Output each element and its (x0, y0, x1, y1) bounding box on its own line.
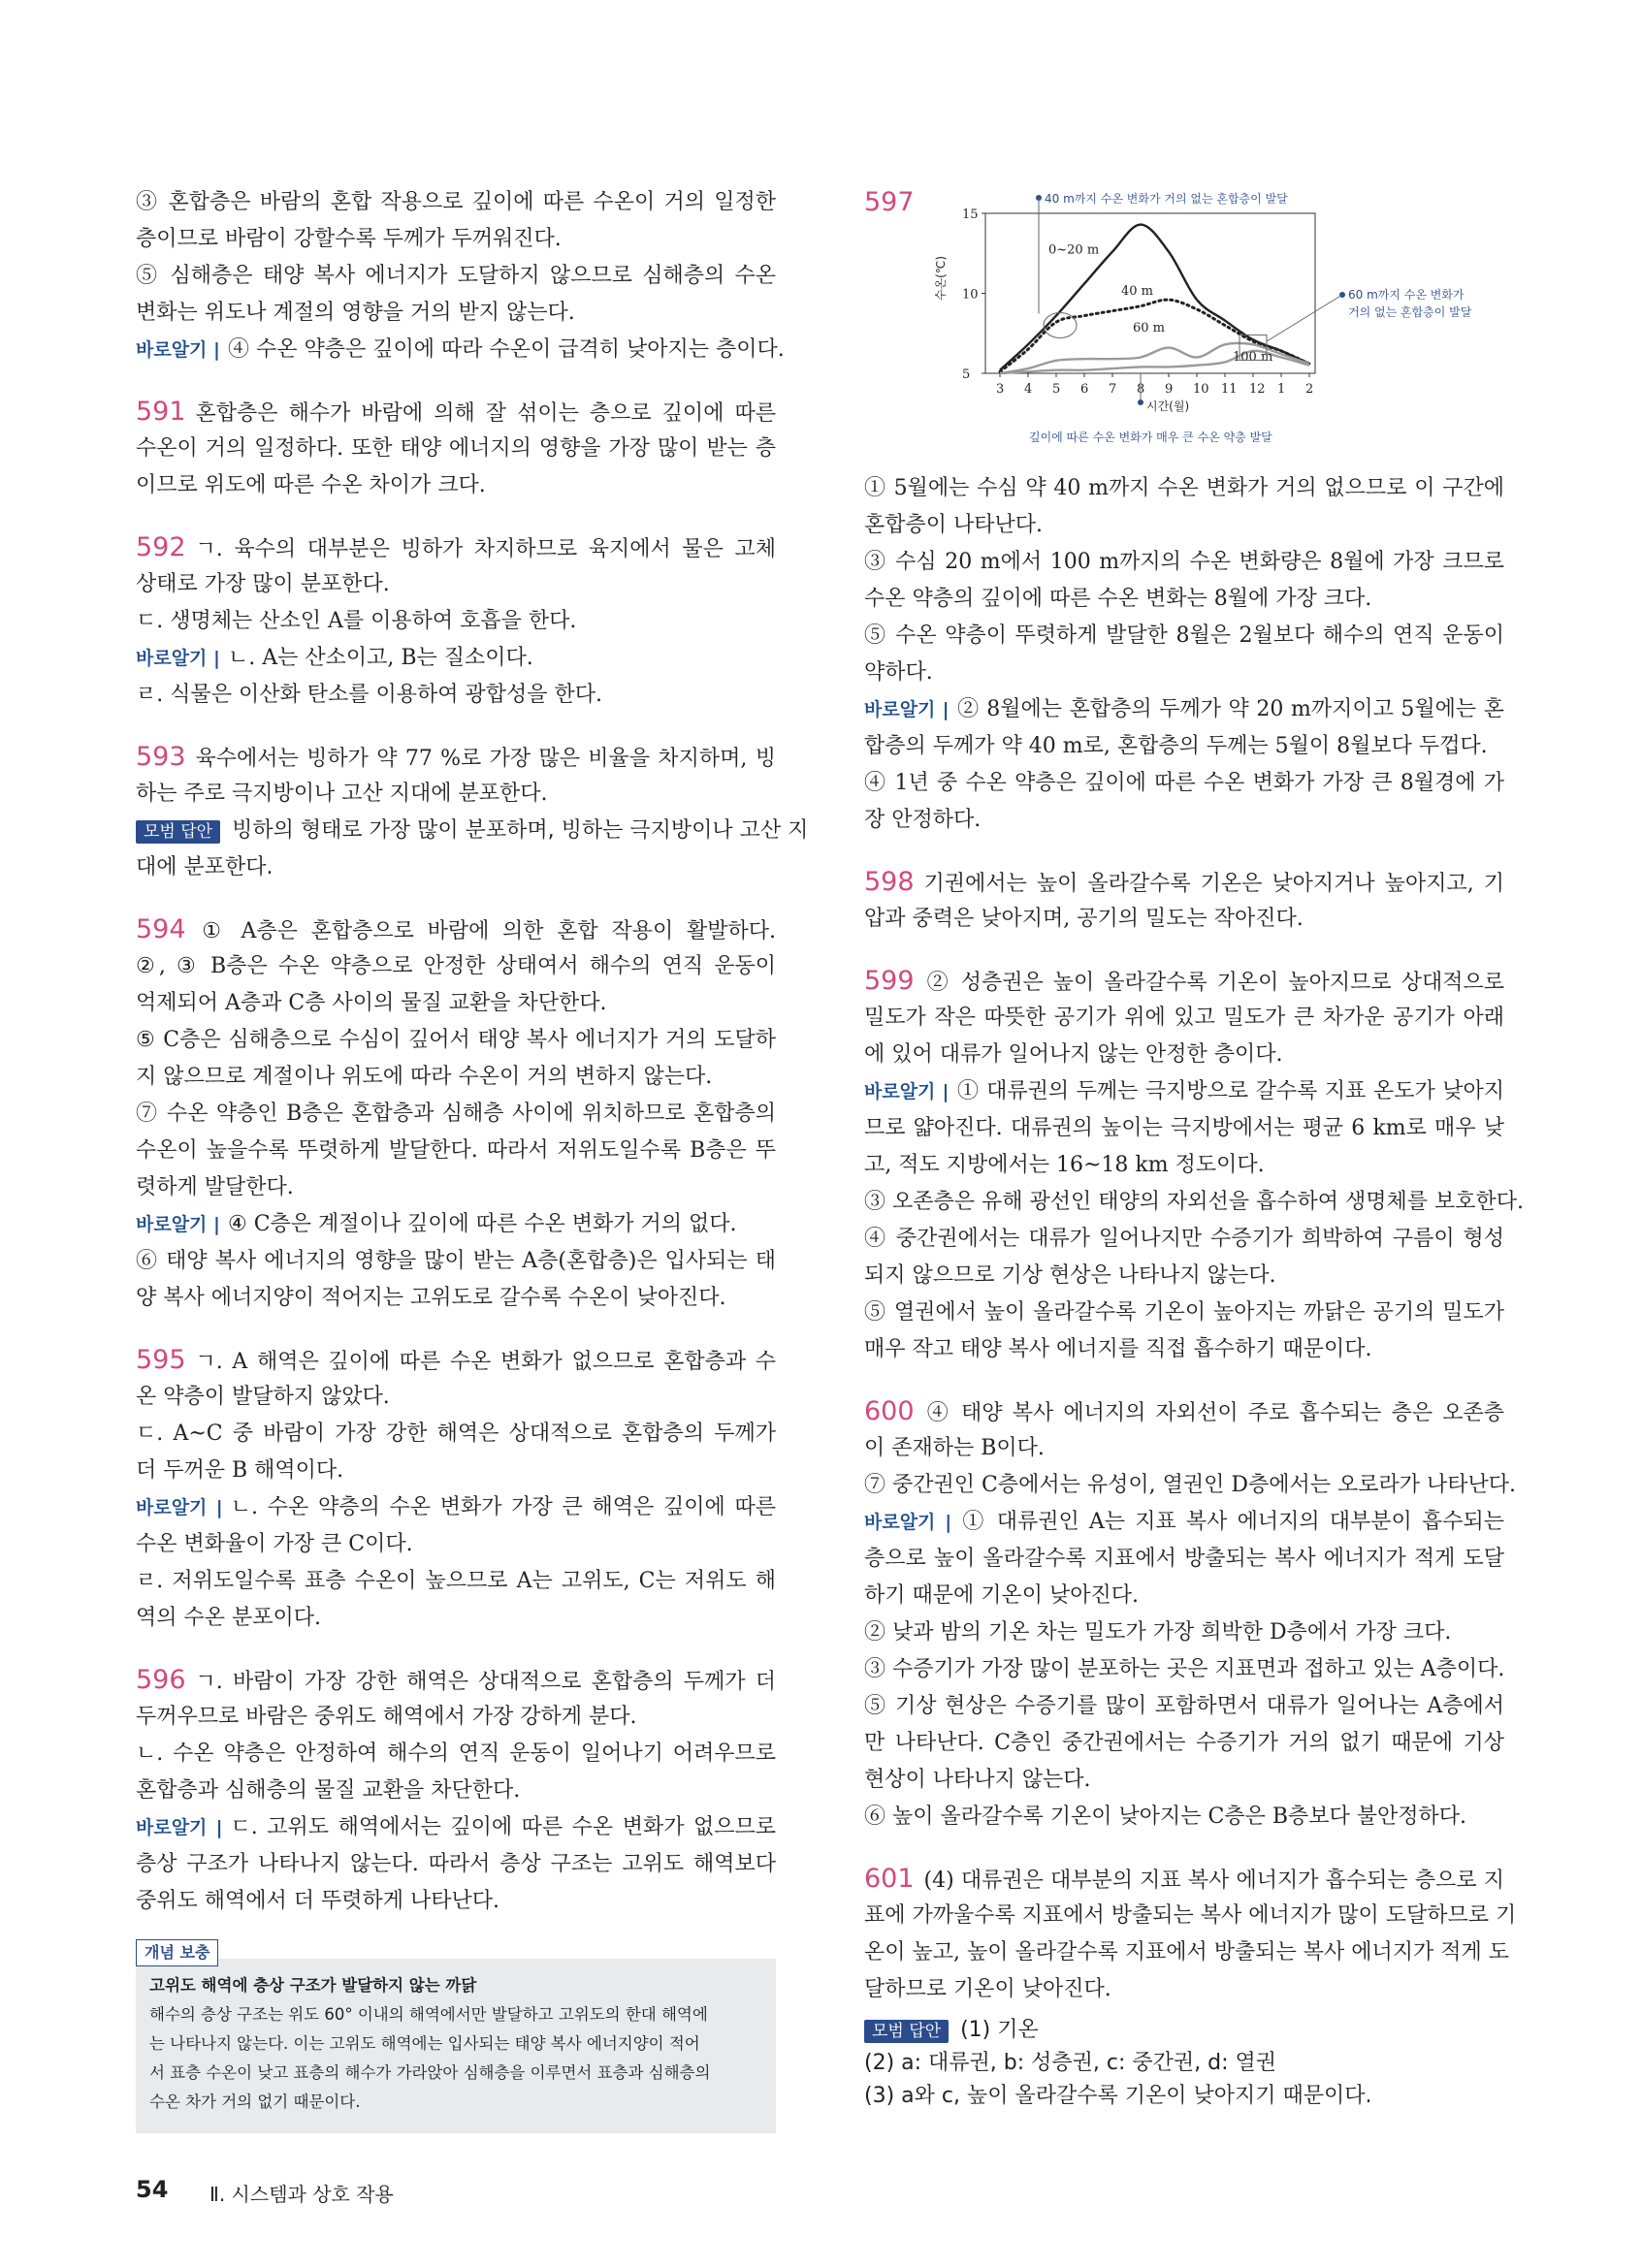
text-line (864, 1073, 1504, 1110)
line-text: 하는 주로 극지방이나 고산 지대에 분포한다. (136, 782, 548, 806)
text-line (864, 1467, 1516, 1504)
line-text: ⑤ 심해층은 태양 복사 에너지가 도달하지 않으므로 심해층의 수온 (136, 264, 776, 288)
text-line (864, 2012, 1504, 2049)
text-line (864, 1110, 1504, 1147)
line-text: ① 대류권인 A는 지표 복사 에너지의 대부분이 흡수되는 (959, 1510, 1504, 1534)
text-line (136, 1600, 776, 1637)
text-line (136, 221, 776, 258)
text-line (864, 655, 1504, 691)
text-line (136, 1280, 776, 1317)
text-line (864, 1000, 1504, 1037)
series-label: 100 m (1233, 349, 1273, 365)
line-text: ⑦ 중간권인 C층에서는 유성이, 열권인 D층에서는 오로라가 나타난다. (864, 1473, 1516, 1497)
problem-number: 596 (136, 1665, 186, 1695)
line-text: 렷하게 발달한다. (136, 1175, 294, 1199)
text-line (864, 1037, 1504, 1073)
text-line (136, 603, 776, 640)
section-title: Ⅱ. 시스템과 상호 작용 (209, 2183, 394, 2206)
text-line (864, 864, 1504, 901)
text-line (136, 911, 776, 948)
text-line (864, 1221, 1504, 1258)
text-line (864, 691, 1504, 728)
line-text: 층으로 높이 올라갈수록 지표에서 방출되는 복사 에너지가 적게 도달 (864, 1547, 1504, 1571)
text-line (864, 1614, 1504, 1651)
text-line (136, 776, 776, 813)
line-text: 변화는 위도나 계절의 영향을 거의 받지 않는다. (136, 301, 575, 325)
text-line (136, 1453, 776, 1489)
correction-tag: 바로알기 | (864, 1081, 950, 1102)
text-line (864, 1688, 1504, 1725)
line-text: 달하므로 기온이 낮아진다. (864, 1977, 1111, 2001)
y-tick-label: 10 (962, 287, 979, 303)
line-text: ② 8월에는 혼합층의 두께가 약 20 m까지이고 5월에는 혼 (956, 697, 1504, 721)
line-text: ㄹ. 식물은 이산화 탄소를 이용하여 광합성을 한다. (136, 683, 602, 707)
correction-tag: 바로알기 | (136, 1497, 223, 1518)
text-line (864, 581, 1504, 618)
line-text: ②, ③ B층은 수온 약층으로 안정한 상태여서 해수의 연직 운동이 (136, 954, 776, 978)
text-line (864, 1147, 1504, 1184)
text-line (136, 1883, 776, 1920)
annotation-text: 거의 없는 혼합층이 발달 (1348, 305, 1472, 319)
text-line (136, 1699, 776, 1736)
line-text: 밀도가 작은 따뜻한 공기가 위에 있고 밀도가 큰 차가운 공기가 아래 (864, 1006, 1504, 1030)
text-line (136, 529, 776, 566)
line-text: 혼합층이 나타난다. (864, 513, 1044, 537)
annotation-leader (1267, 295, 1342, 341)
text-line (864, 1934, 1509, 1971)
concept-line: 해수의 층상 구조는 위도 60° 이내의 해역에서만 발달하고 고위도의 한대 해역에 (149, 2005, 708, 2024)
line-text: 억제되어 A층과 C층 사이의 물질 교환을 차단한다. (136, 991, 607, 1015)
correction-tag: 바로알기 | (136, 1214, 220, 1235)
line-text: 양 복사 에너지양이 적어지는 고위도로 갈수록 수온이 낮아진다. (136, 1286, 726, 1310)
text-line (136, 813, 809, 849)
line-text: 수온 변화율이 가장 큰 C이다. (136, 1532, 413, 1556)
problem-number: 598 (864, 867, 915, 897)
line-text: 더 두꺼운 B 해역이다. (136, 1458, 344, 1483)
text-line (136, 1379, 776, 1416)
line-text: ⑥ 태양 복사 에너지의 영향을 많이 받는 A층(혼합층)은 입사되는 태 (136, 1249, 776, 1273)
line-text: ⑤ 수온 약층이 뚜렷하게 발달한 8월은 2월보다 해수의 연직 운동이 (864, 623, 1504, 648)
line-text: 수온이 높을수록 뚜렷하게 발달한다. 따라서 저위도일수록 B층은 뚜 (136, 1138, 776, 1163)
model-answer-badge: 모범 답안 (136, 820, 220, 844)
text-line (864, 802, 1504, 839)
text-line (136, 1416, 776, 1453)
line-text: ⑤ 열권에서 높이 올라갈수록 기온이 높아지는 까닭은 공기의 밀도가 (864, 1300, 1504, 1325)
line-text: 수온이 거의 일정하다. 또한 태양 에너지의 영향을 가장 많이 받는 층 (136, 436, 776, 461)
text-line (136, 739, 776, 776)
line-text: 대에 분포한다. (136, 855, 274, 879)
text-line (136, 566, 776, 603)
x-tick-label: 7 (1109, 382, 1117, 397)
line-text: 압과 중력은 낮아지며, 공기의 밀도는 작아진다. (864, 907, 1304, 931)
line-text: 층상 구조가 나타나지 않는다. 따라서 층상 구조는 고위도 해역보다 (136, 1852, 776, 1876)
text-line (136, 1563, 776, 1600)
line-text: ⑦ 수온 약층인 B층은 혼합층과 심해층 사이에 위치하므로 혼합층의 (136, 1102, 776, 1126)
text-line (136, 184, 776, 221)
line-text: ③ 혼합층은 바람의 혼합 작용으로 깊이에 따른 수온이 거의 일정한 (136, 190, 776, 214)
text-line (136, 849, 776, 886)
text-line (136, 1662, 776, 1699)
text-line (136, 1526, 776, 1563)
line-text: 에 있어 대류가 일어나지 않는 안정한 층이다. (864, 1042, 1283, 1067)
correction-tag: 바로알기 | (136, 1817, 223, 1838)
concept-box (136, 1959, 776, 2133)
line-text: 약하다. (864, 660, 933, 685)
x-tick-label: 5 (1052, 382, 1061, 397)
line-text: ② 성층권은 높이 올라갈수록 기온이 높아지므로 상대적으로 (923, 971, 1504, 995)
concept-line: 수온 차가 거의 없기 때문이다. (149, 2092, 361, 2111)
text-line (136, 1342, 776, 1379)
correction-tag: 바로알기 | (136, 339, 220, 361)
text-line (864, 507, 1504, 544)
line-text: ④ 1년 중 수온 약층은 깊이에 따른 수온 변화가 가장 큰 8월경에 가 (864, 771, 1504, 795)
line-text: 혼합층은 해수가 바람에 의해 잘 섞이는 층으로 깊이에 따른 (195, 401, 776, 426)
text-line (136, 1133, 776, 1169)
y-axis-label: 수온(℃) (934, 255, 948, 301)
text-line (864, 1184, 1524, 1221)
line-text: ⑤ C층은 심해층으로 수심이 깊어서 태양 복사 에너지가 거의 도달하 (136, 1028, 776, 1052)
text-line (864, 1651, 1504, 1688)
line-text: ㄱ. 바람이 가장 강한 해역은 상대적으로 혼합층의 두께가 더 (195, 1670, 776, 1694)
text-line (864, 728, 1504, 765)
x-tick-label: 6 (1080, 382, 1089, 397)
text-line (864, 1258, 1504, 1294)
text-line (136, 640, 776, 677)
line-text: 현상이 나타나지 않는다. (864, 1768, 1091, 1792)
text-line (136, 1489, 776, 1526)
annotation-text: 40 m까지 수온 변화가 거의 없는 혼합층이 발달 (1045, 192, 1288, 206)
line-text: ㄷ. 생명체는 산소인 A를 이용하여 호흡을 한다. (136, 609, 577, 633)
line-text: ② 낮과 밤의 기온 차는 밀도가 가장 희박한 D층에서 가장 크다. (864, 1620, 1452, 1645)
line-text: 표에 가까울수록 지표에서 방출되는 복사 에너지가 많이 도달하므로 기 (864, 1903, 1517, 1928)
x-tick-label: 3 (996, 382, 1005, 397)
text-line (864, 1430, 1504, 1467)
text-line (864, 1971, 1504, 2008)
line-text: 두꺼우므로 바람은 중위도 해역에서 가장 강하게 분다. (136, 1705, 637, 1729)
line-text: ③ 오존층은 유해 광선인 태양의 자외선을 흡수하여 생명체를 보호한다. (864, 1190, 1524, 1214)
x-tick-label: 11 (1221, 382, 1238, 397)
line-text: 빙하의 형태로 가장 많이 분포하며, 빙하는 극지방이나 고산 지 (232, 818, 809, 843)
x-tick-label: 4 (1024, 382, 1033, 397)
x-tick-label: 2 (1305, 382, 1314, 397)
text-line (864, 1504, 1504, 1541)
problem-number: 599 (864, 966, 915, 996)
line-text: 이 존재하는 B이다. (864, 1436, 1045, 1460)
annotation-text: 깊이에 따른 수온 변화가 매우 큰 수온 약층 발달 (1029, 431, 1272, 444)
correction-tag: 바로알기 | (864, 1512, 952, 1533)
problem-number: 591 (136, 397, 186, 427)
series-label: 60 m (1133, 321, 1166, 336)
x-tick-label: 9 (1165, 382, 1174, 397)
line-text: 만 나타난다. C층인 중간권에서는 수증기가 거의 없기 때문에 기상 (864, 1731, 1504, 1755)
line-text: 고, 적도 지방에서는 16~18 km 정도이다. (864, 1153, 1265, 1177)
problem-number: 600 (864, 1396, 915, 1426)
line-text: 하기 때문에 기온이 낮아진다. (864, 1583, 1139, 1608)
line-text: ③ 수증기가 가장 많이 분포하는 곳은 지표면과 접하고 있는 A층이다. (864, 1657, 1505, 1681)
text-line (136, 431, 776, 467)
problem-number: 601 (864, 1864, 915, 1894)
concept-label: 개념 보충 (136, 1939, 218, 1966)
line-text: ④ 태양 복사 에너지의 자외선이 주로 흡수되는 층은 오존층 (923, 1401, 1504, 1425)
line-text: 역의 수온 분포이다. (136, 1606, 321, 1630)
concept-title: 고위도 해역에 층상 구조가 발달하지 않는 까닭 (149, 1976, 477, 1995)
line-text: ③ 수심 20 m에서 100 m까지의 수온 변화량은 8월에 가장 크므로 (864, 550, 1504, 574)
text-line (864, 1331, 1504, 1368)
text-line (136, 1809, 776, 1846)
text-line (864, 765, 1504, 802)
text-line (864, 1393, 1504, 1430)
text-line (864, 1294, 1504, 1331)
text-line (136, 1206, 776, 1243)
text-line (136, 1059, 776, 1096)
page-number: 54 (136, 2176, 169, 2203)
text-line (136, 1096, 776, 1133)
line-text: ④ C층은 계절이나 깊이에 따른 수온 변화가 거의 없다. (227, 1212, 737, 1236)
line-text: (4) 대류권은 대부분의 지표 복사 에너지가 흡수되는 층으로 지 (923, 1869, 1504, 1893)
line-text: 장 안정하다. (864, 808, 982, 832)
text-line (864, 1799, 1504, 1836)
text-line (864, 1898, 1517, 1934)
concept-line: 는 나타나지 않는다. 이는 고위도 해역에는 입사되는 태양 복사 에너지양이 적어 (149, 2034, 700, 2053)
line-text: 온이 높고, 높이 올라갈수록 지표에서 방출되는 복사 에너지가 적게 도 (864, 1940, 1509, 1965)
text-line (864, 963, 1504, 1000)
x-axis-label: 시간(월) (1146, 399, 1190, 413)
series-label: 40 m (1121, 284, 1154, 300)
y-tick-label: 15 (962, 208, 979, 222)
x-tick-label: 1 (1277, 382, 1286, 397)
line-text: ① 대류권의 두께는 극지방으로 갈수록 지표 온도가 낮아지 (956, 1079, 1504, 1103)
line-text: 중위도 해역에서 더 뚜렷하게 나타난다. (136, 1889, 499, 1913)
x-tick-label: 10 (1193, 382, 1209, 397)
line-text: ㄷ. A~C 중 바람이 가장 강한 해역은 상대적으로 혼합층의 두께가 (136, 1421, 776, 1446)
line-text: 되지 않으므로 기상 현상은 나타나지 않는다. (864, 1263, 1276, 1288)
text-line (136, 467, 776, 504)
text-line (864, 1861, 1504, 1898)
line-text: ④ 수온 약층은 깊이에 따라 수온이 급격히 낮아지는 층이다. (227, 337, 785, 362)
text-line (864, 470, 1504, 507)
text-line (864, 901, 1504, 938)
line-text: ㄱ. A 해역은 깊이에 따른 수온 변화가 없으므로 혼합층과 수 (195, 1350, 776, 1374)
text-line (136, 1773, 776, 1809)
line-text: (3) a와 c, 높이 올라갈수록 기온이 낮아지기 때문이다. (864, 2084, 1372, 2108)
line-text: ㄴ. A는 산소이고, B는 질소이다. (227, 646, 533, 670)
text-line (136, 332, 785, 368)
text-line (864, 1762, 1504, 1799)
text-line (136, 985, 776, 1022)
line-text: 층이므로 바람이 강할수록 두께가 두꺼워진다. (136, 227, 562, 251)
line-text: 상태로 가장 많이 분포한다. (136, 572, 390, 596)
line-text: 므로 얇아진다. 대류권의 높이는 극지방에서는 평균 6 km로 매우 낮 (864, 1116, 1504, 1140)
text-line (864, 1541, 1504, 1578)
problem-number: 593 (136, 742, 186, 772)
text-line (136, 1736, 776, 1773)
line-text: 혼합층과 심해층의 물질 교환을 차단한다. (136, 1778, 521, 1803)
water-temperature-chart (864, 184, 1504, 451)
text-line (864, 2045, 1504, 2082)
x-tick-label: 12 (1249, 382, 1266, 397)
text-line (864, 1725, 1504, 1762)
problem-number: 595 (136, 1345, 186, 1375)
text-line (136, 1022, 776, 1059)
problem-number: 592 (136, 532, 186, 562)
line-text: (2) a: 대류권, b: 성층권, c: 중간권, d: 열권 (864, 2051, 1277, 2075)
line-text: 매우 작고 태양 복사 에너지를 직접 흡수하기 때문이다. (864, 1337, 1372, 1361)
chart-597 (864, 184, 1504, 451)
problem-number-597: 597 (864, 187, 915, 217)
text-line (136, 1243, 776, 1280)
correction-tag: 바로알기 | (864, 699, 950, 720)
text-line (136, 1846, 776, 1883)
text-line (136, 1169, 776, 1206)
correction-tag: 바로알기 | (136, 648, 220, 669)
line-text: 지 않으므로 계절이나 위도에 따라 수온이 거의 변하지 않는다. (136, 1065, 713, 1089)
text-line (864, 544, 1504, 581)
line-text: ㄱ. 육수의 대부분은 빙하가 차지하므로 육지에서 물은 고체 (195, 537, 776, 561)
series-label: 0~20 m (1048, 242, 1100, 258)
line-text: (1) 기온 (960, 2018, 1039, 2042)
text-line (864, 2078, 1504, 2115)
line-text: ① A층은 혼합층으로 바람에 의한 혼합 작용이 활발하다. (195, 919, 776, 943)
line-text: 기권에서는 높이 올라갈수록 기온은 낮아지거나 높아지고, 기 (923, 872, 1504, 896)
line-text: 육수에서는 빙하가 약 77 %로 가장 많은 비율을 차지하며, 빙 (195, 747, 776, 771)
line-text: 이므로 위도에 따른 수온 차이가 크다. (136, 473, 486, 497)
x-tick-label: 8 (1137, 382, 1145, 397)
text-line (864, 1578, 1504, 1614)
text-line (136, 948, 776, 985)
y-tick-label: 5 (962, 367, 971, 382)
text-line (136, 394, 776, 431)
annotation-text: 60 m까지 수온 변화가 (1348, 288, 1465, 302)
line-text: ① 5월에는 수심 약 40 m까지 수온 변화가 거의 없으므로 이 구간에 (864, 476, 1504, 500)
line-text: ㄴ. 수온 약층의 수온 변화가 가장 큰 해역은 깊이에 따른 (230, 1495, 776, 1519)
line-text: ㄹ. 저위도일수록 표층 수온이 높으므로 A는 고위도, C는 저위도 해 (136, 1569, 776, 1593)
line-text: ㄷ. 고위도 해역에서는 깊이에 따른 수온 변화가 없으므로 (230, 1815, 776, 1839)
line-text: 온 약층이 발달하지 않았다. (136, 1385, 390, 1409)
text-line (864, 618, 1504, 655)
line-text: ⑥ 높이 올라갈수록 기온이 낮아지는 C층은 B층보다 불안정하다. (864, 1805, 1466, 1829)
text-line (136, 258, 776, 295)
problem-number: 594 (136, 914, 186, 944)
line-text: 합층의 두께가 약 40 m로, 혼합층의 두께는 5월이 8월보다 두껍다. (864, 734, 1488, 758)
line-text: ㄴ. 수온 약층은 안정하여 해수의 연직 운동이 일어나기 어려우므로 (136, 1741, 776, 1766)
line-text: 수온 약층의 깊이에 따른 수온 변화는 8월에 가장 크다. (864, 587, 1372, 611)
line-text: ⑤ 기상 현상은 수증기를 많이 포함하면서 대류가 일어나는 A층에서 (864, 1694, 1504, 1718)
text-line (136, 677, 776, 714)
model-answer-badge: 모범 답안 (864, 2020, 949, 2043)
concept-line: 서 표층 수온이 낮고 표층의 해수가 가라앉아 심해층을 이루면서 표층과 심해층의 (149, 2063, 711, 2082)
line-text: ④ 중간권에서는 대류가 일어나지만 수증기가 희박하여 구름이 형성 (864, 1227, 1504, 1251)
text-line (136, 295, 776, 332)
annotation-marker (1138, 399, 1143, 405)
